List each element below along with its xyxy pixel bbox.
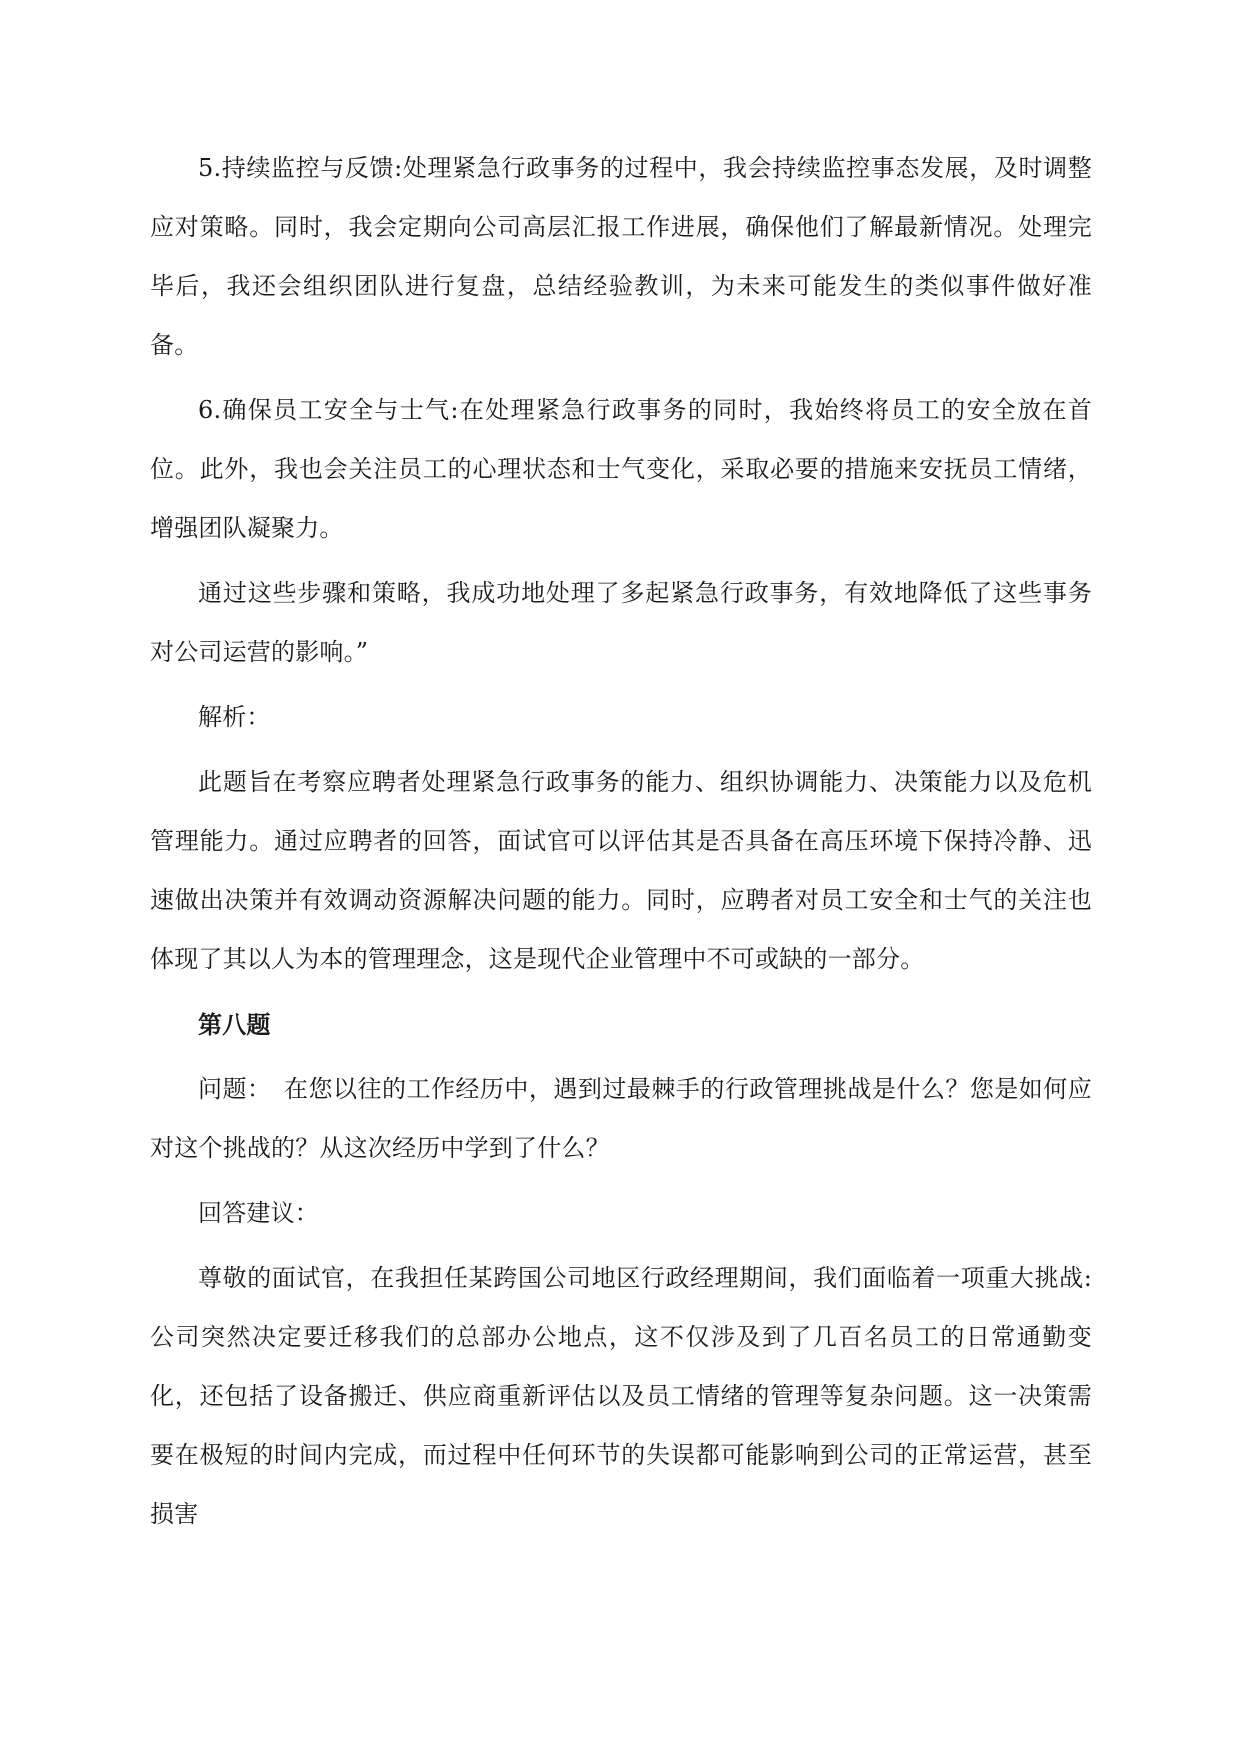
paragraph-conclusion: 通过这些步骤和策略，我成功地处理了多起紧急行政事务，有效地降低了这些事务对公司运营的影响。” <box>150 579 1092 666</box>
answer-text: 尊敬的面试官，在我担任某跨国公司地区行政经理期间，我们面临着一项重大挑战:公司突然决定要迁移我们的总部办公地点，这不仅涉及到了几百名员工的日常通勤变化，还包括了设备搬迁、供应商重新评估以及员工情绪的管理等复杂问题。这一决策需要在极短的时间内完成，而过程中任何环节的失误都可能影响到公司的正常运营，甚至损害 <box>150 1264 1092 1528</box>
answer-label: 回答建议： <box>198 1199 319 1227</box>
question-text: 问题： 在您以往的工作经历中，遇到过最棘手的行政管理挑战是什么？您是如何应对这个挑战的？从这次经历中学到了什么？ <box>150 1075 1092 1162</box>
analysis-label: 解析： <box>198 703 271 731</box>
paragraph-monitoring-feedback: 5.持续监控与反馈:处理紧急行政事务的过程中，我会持续监控事态发展，及时调整应对策略。同时，我会定期向公司高层汇报工作进展，确保他们了解最新情况。处理完毕后，我还会组织团队进行复盘，总结经验教训，为未来可能发生的类似事件做好准备。 <box>150 154 1092 359</box>
paragraph-analysis: 此题旨在考察应聘者处理紧急行政事务的能力、组织协调能力、决策能力以及危机管理能力。通过应聘者的回答，面试官可以评估其是否具备在高压环境下保持冷静、迅速做出决策并有效调动资源解决问题的能力。同时，应聘者对员工安全和士气的关注也体现了其以人为本的管理理念，这是现代企业管理中不可或缺的一部分。 <box>150 768 1092 973</box>
section-heading: 第八题 <box>198 1010 271 1039</box>
document-body <box>150 139 1092 1550</box>
paragraph-employee-safety: 6.确保员工安全与士气:在处理紧急行政事务的同时，我始终将员工的安全放在首位。此外，我也会关注员工的心理状态和士气变化，采取必要的措施来安抚员工情绪，增强团队凝聚力。 <box>150 396 1092 542</box>
